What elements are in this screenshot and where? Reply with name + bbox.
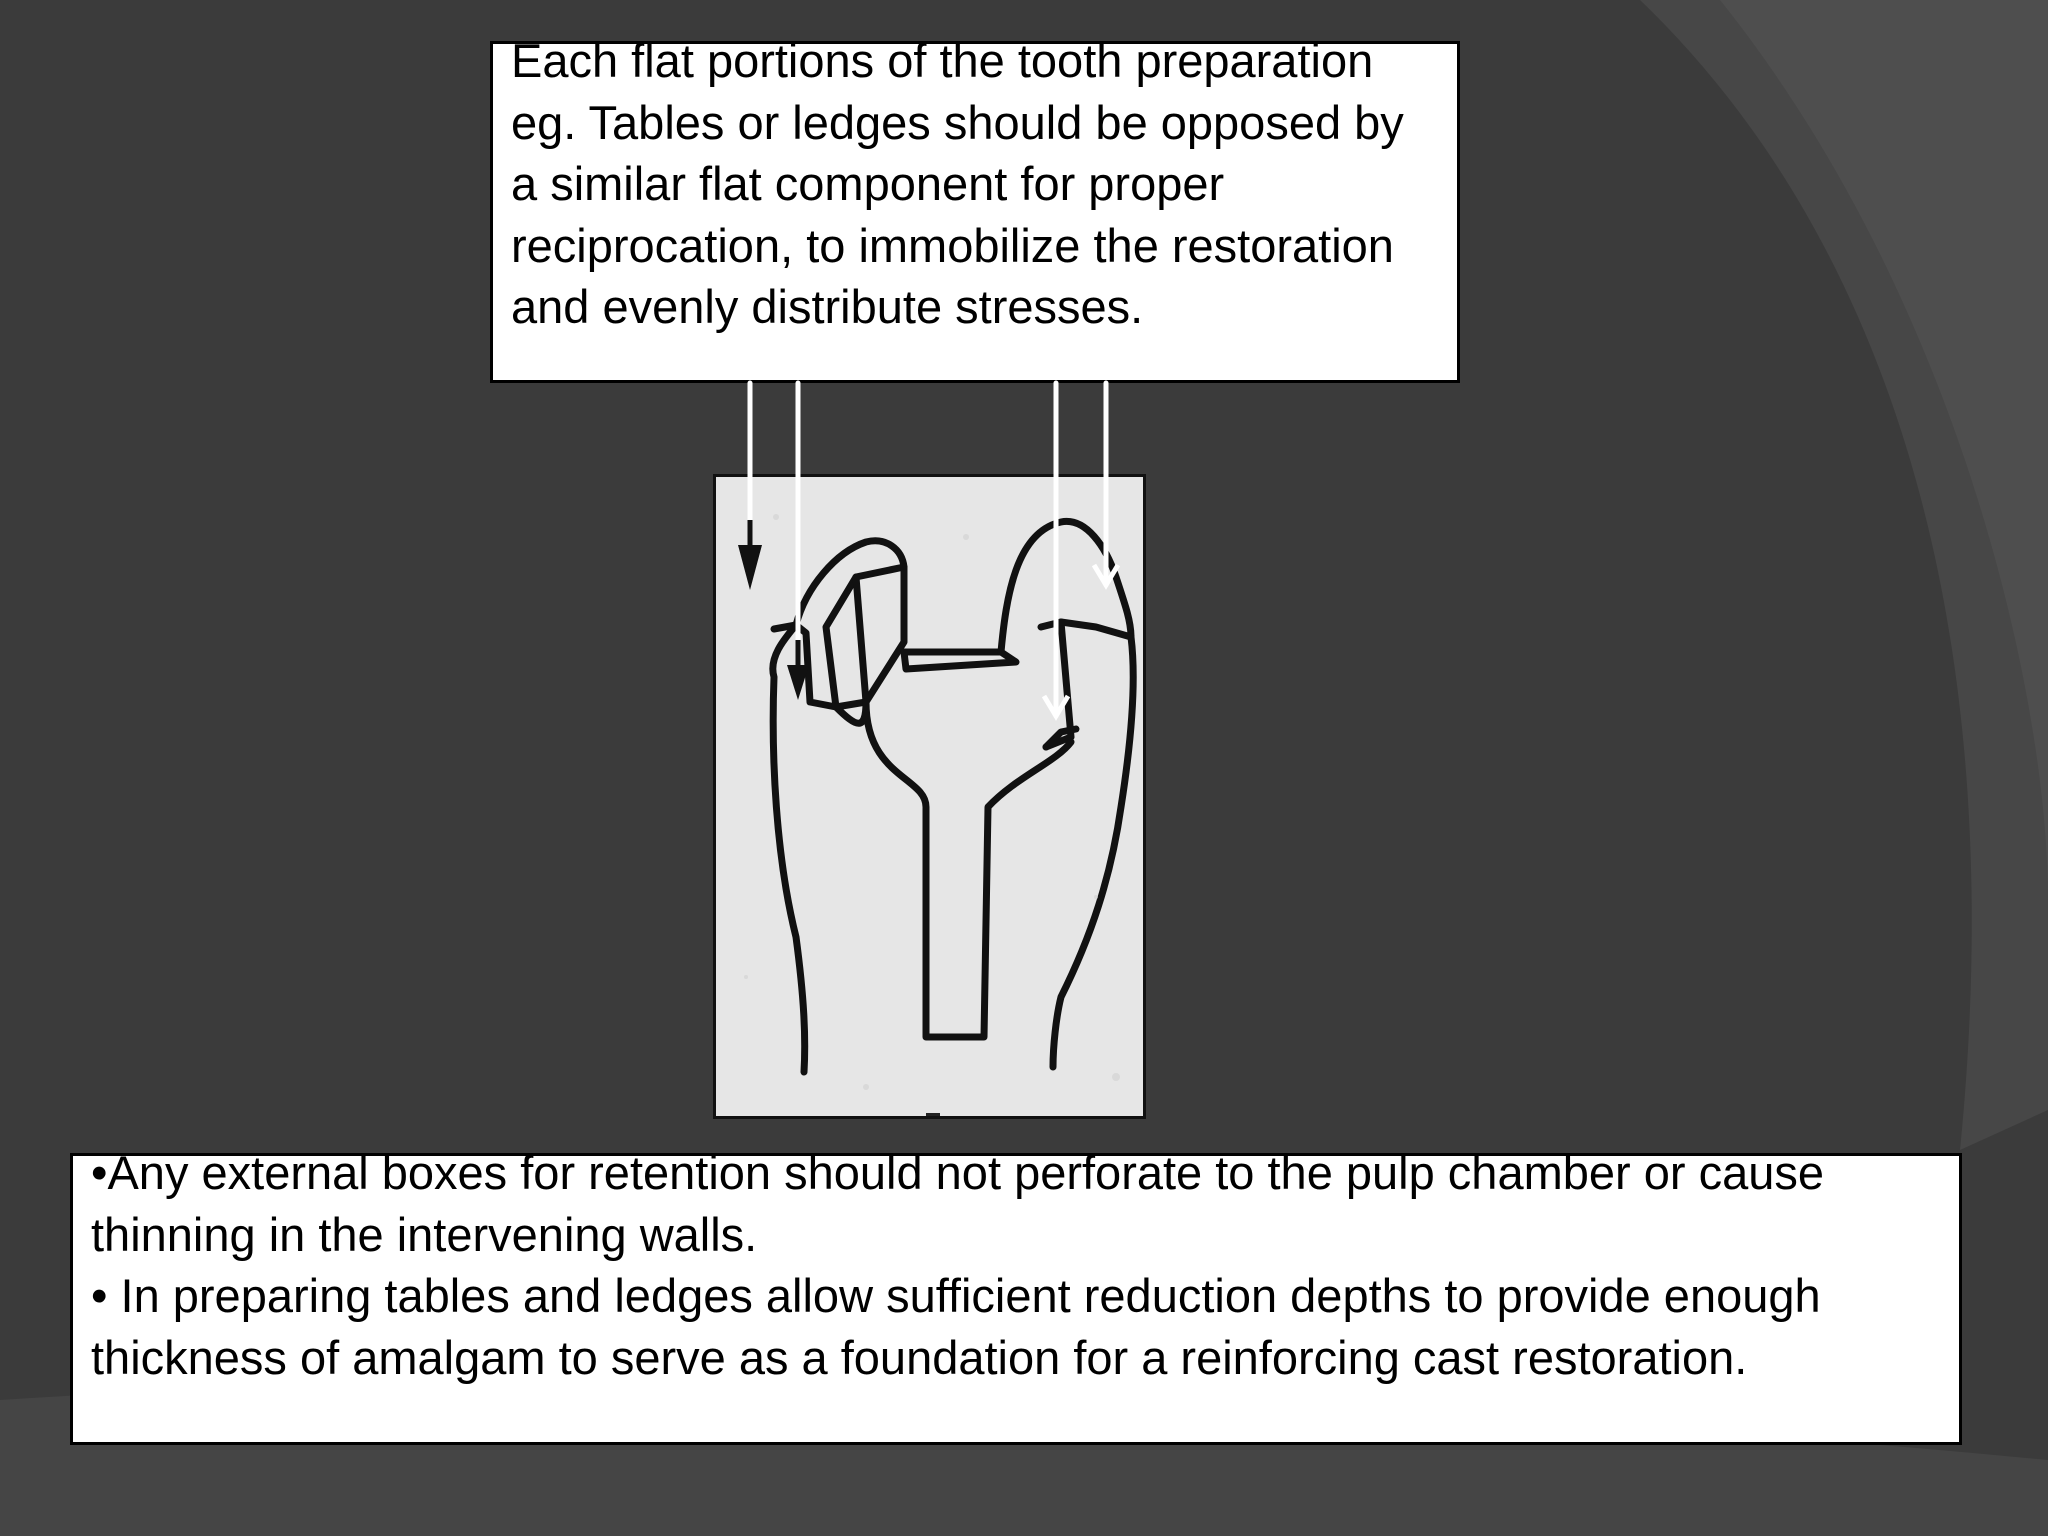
bottom-note-point-2: • In preparing tables and ledges allow sufficient reduction depths to provide enough thickness of amalgam to serve as a foundation for a reinforcing cast restoration.	[91, 1269, 1821, 1384]
tooth-preparation-figure	[713, 474, 1146, 1119]
post-chamber	[866, 702, 1071, 1037]
top-note-box	[490, 41, 1460, 383]
right-ledge	[1061, 622, 1131, 637]
figure-bottom-mark	[926, 1113, 940, 1119]
bottom-note-point-1: •Any external boxes for retention should not perforate to the pulp chamber or cause thinning in the intervening walls.	[91, 1153, 1824, 1261]
top-note-text: Each flat portions of the tooth preparation eg. Tables or ledges should be opposed by a similar flat component for proper reciprocation, to immobilize the restoration and evenly distribute stresses.	[511, 41, 1404, 333]
left-cusp-facet	[856, 577, 866, 702]
left-outer-wall	[773, 625, 805, 1072]
bottom-note-box	[70, 1153, 1962, 1445]
